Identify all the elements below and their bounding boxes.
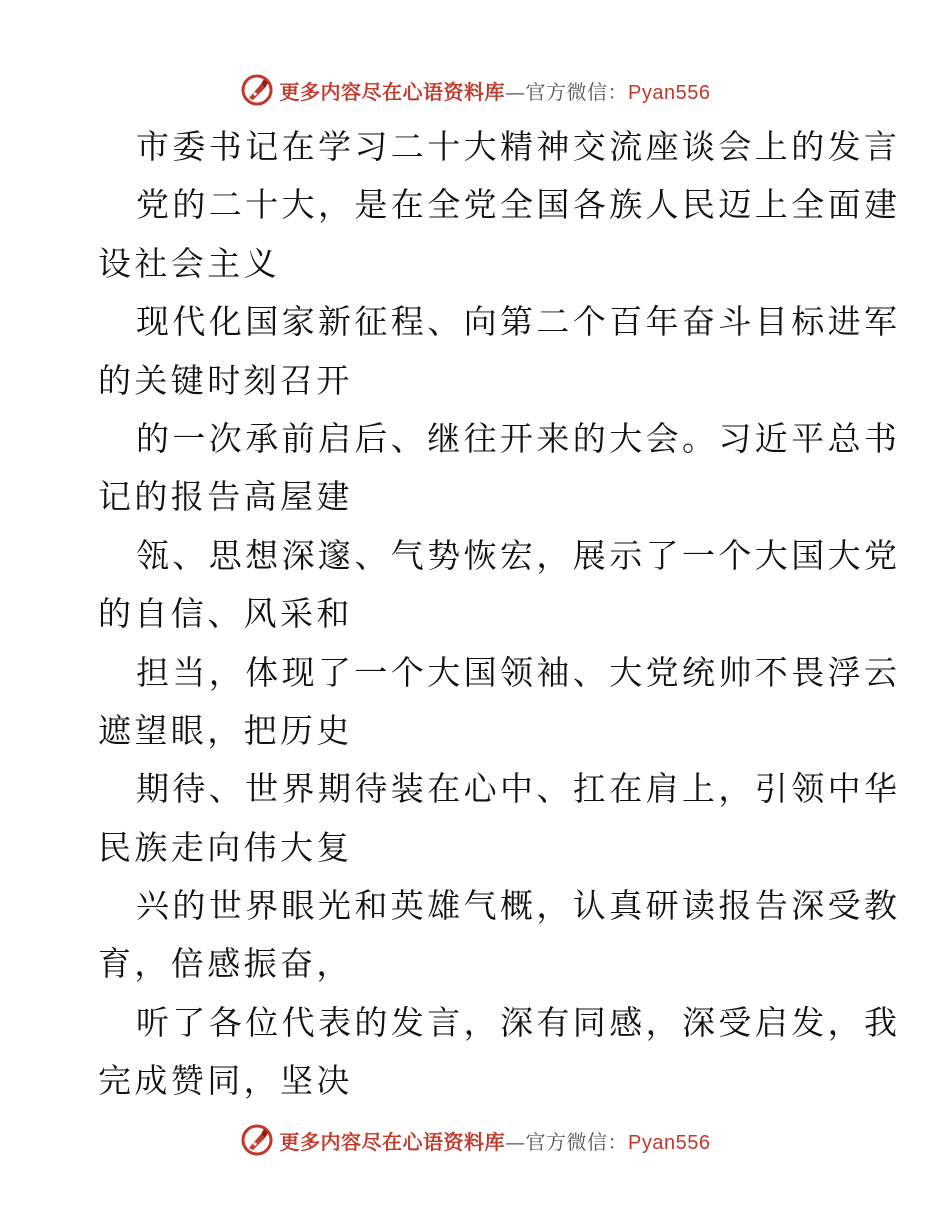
footer-watermark <box>0 1120 950 1160</box>
text-line: 的自信、风采和 <box>98 594 353 634</box>
text-line: 民族走向伟大复 <box>98 827 353 867</box>
header-watermark <box>0 70 950 110</box>
text-line: 听了各位代表的发言，深有同感，深受启发，我 <box>136 1002 901 1042</box>
watermark-main-text: 更多内容尽在心语资料库 <box>279 1129 506 1154</box>
text-line: 瓴、思想深邃、气势恢宏，展示了一个大国大党 <box>136 535 901 575</box>
text-line: 现代化国家新征程、向第二个百年奋斗目标进军 <box>136 302 901 342</box>
text-line: 遮望眼，把历史 <box>98 710 353 750</box>
watermark-account: Pyan556 <box>628 1131 711 1154</box>
text-line: 记的报告高屋建 <box>98 477 353 517</box>
text-line: 兴的世界眼光和英雄气概，认真研读报告深受教 <box>136 886 901 926</box>
text-line: 的一次承前启后、继往开来的大会。习近平总书 <box>136 418 901 458</box>
fountain-pen-logo-icon <box>240 1123 274 1157</box>
watermark-sub-text: 官方微信： <box>525 79 629 104</box>
text-line: 育，倍感振奋， <box>98 944 353 984</box>
watermark-account: Pyan556 <box>628 81 711 104</box>
document-body <box>98 118 901 1111</box>
text-line: 期待、世界期待装在心中、扛在肩上，引领中华 <box>136 769 901 809</box>
watermark-dash: — <box>505 1129 526 1154</box>
text-line: 担当，体现了一个大国领袖、大党统帅不畏浮云 <box>136 652 901 692</box>
fountain-pen-logo-icon <box>240 73 274 107</box>
watermark-main-text: 更多内容尽在心语资料库 <box>279 79 506 104</box>
watermark-sub-text: 官方微信： <box>525 1129 629 1154</box>
text-line: 的关键时刻召开 <box>98 360 353 400</box>
text-line: 党的二十大，是在全党全国各族人民迈上全面建 <box>136 185 901 225</box>
text-line: 完成赞同，坚决 <box>98 1061 353 1101</box>
document-title: 市委书记在学习二十大精神交流座谈会上的发言 <box>136 127 901 166</box>
watermark-dash: — <box>505 79 526 104</box>
text-line: 设社会主义 <box>98 243 280 283</box>
